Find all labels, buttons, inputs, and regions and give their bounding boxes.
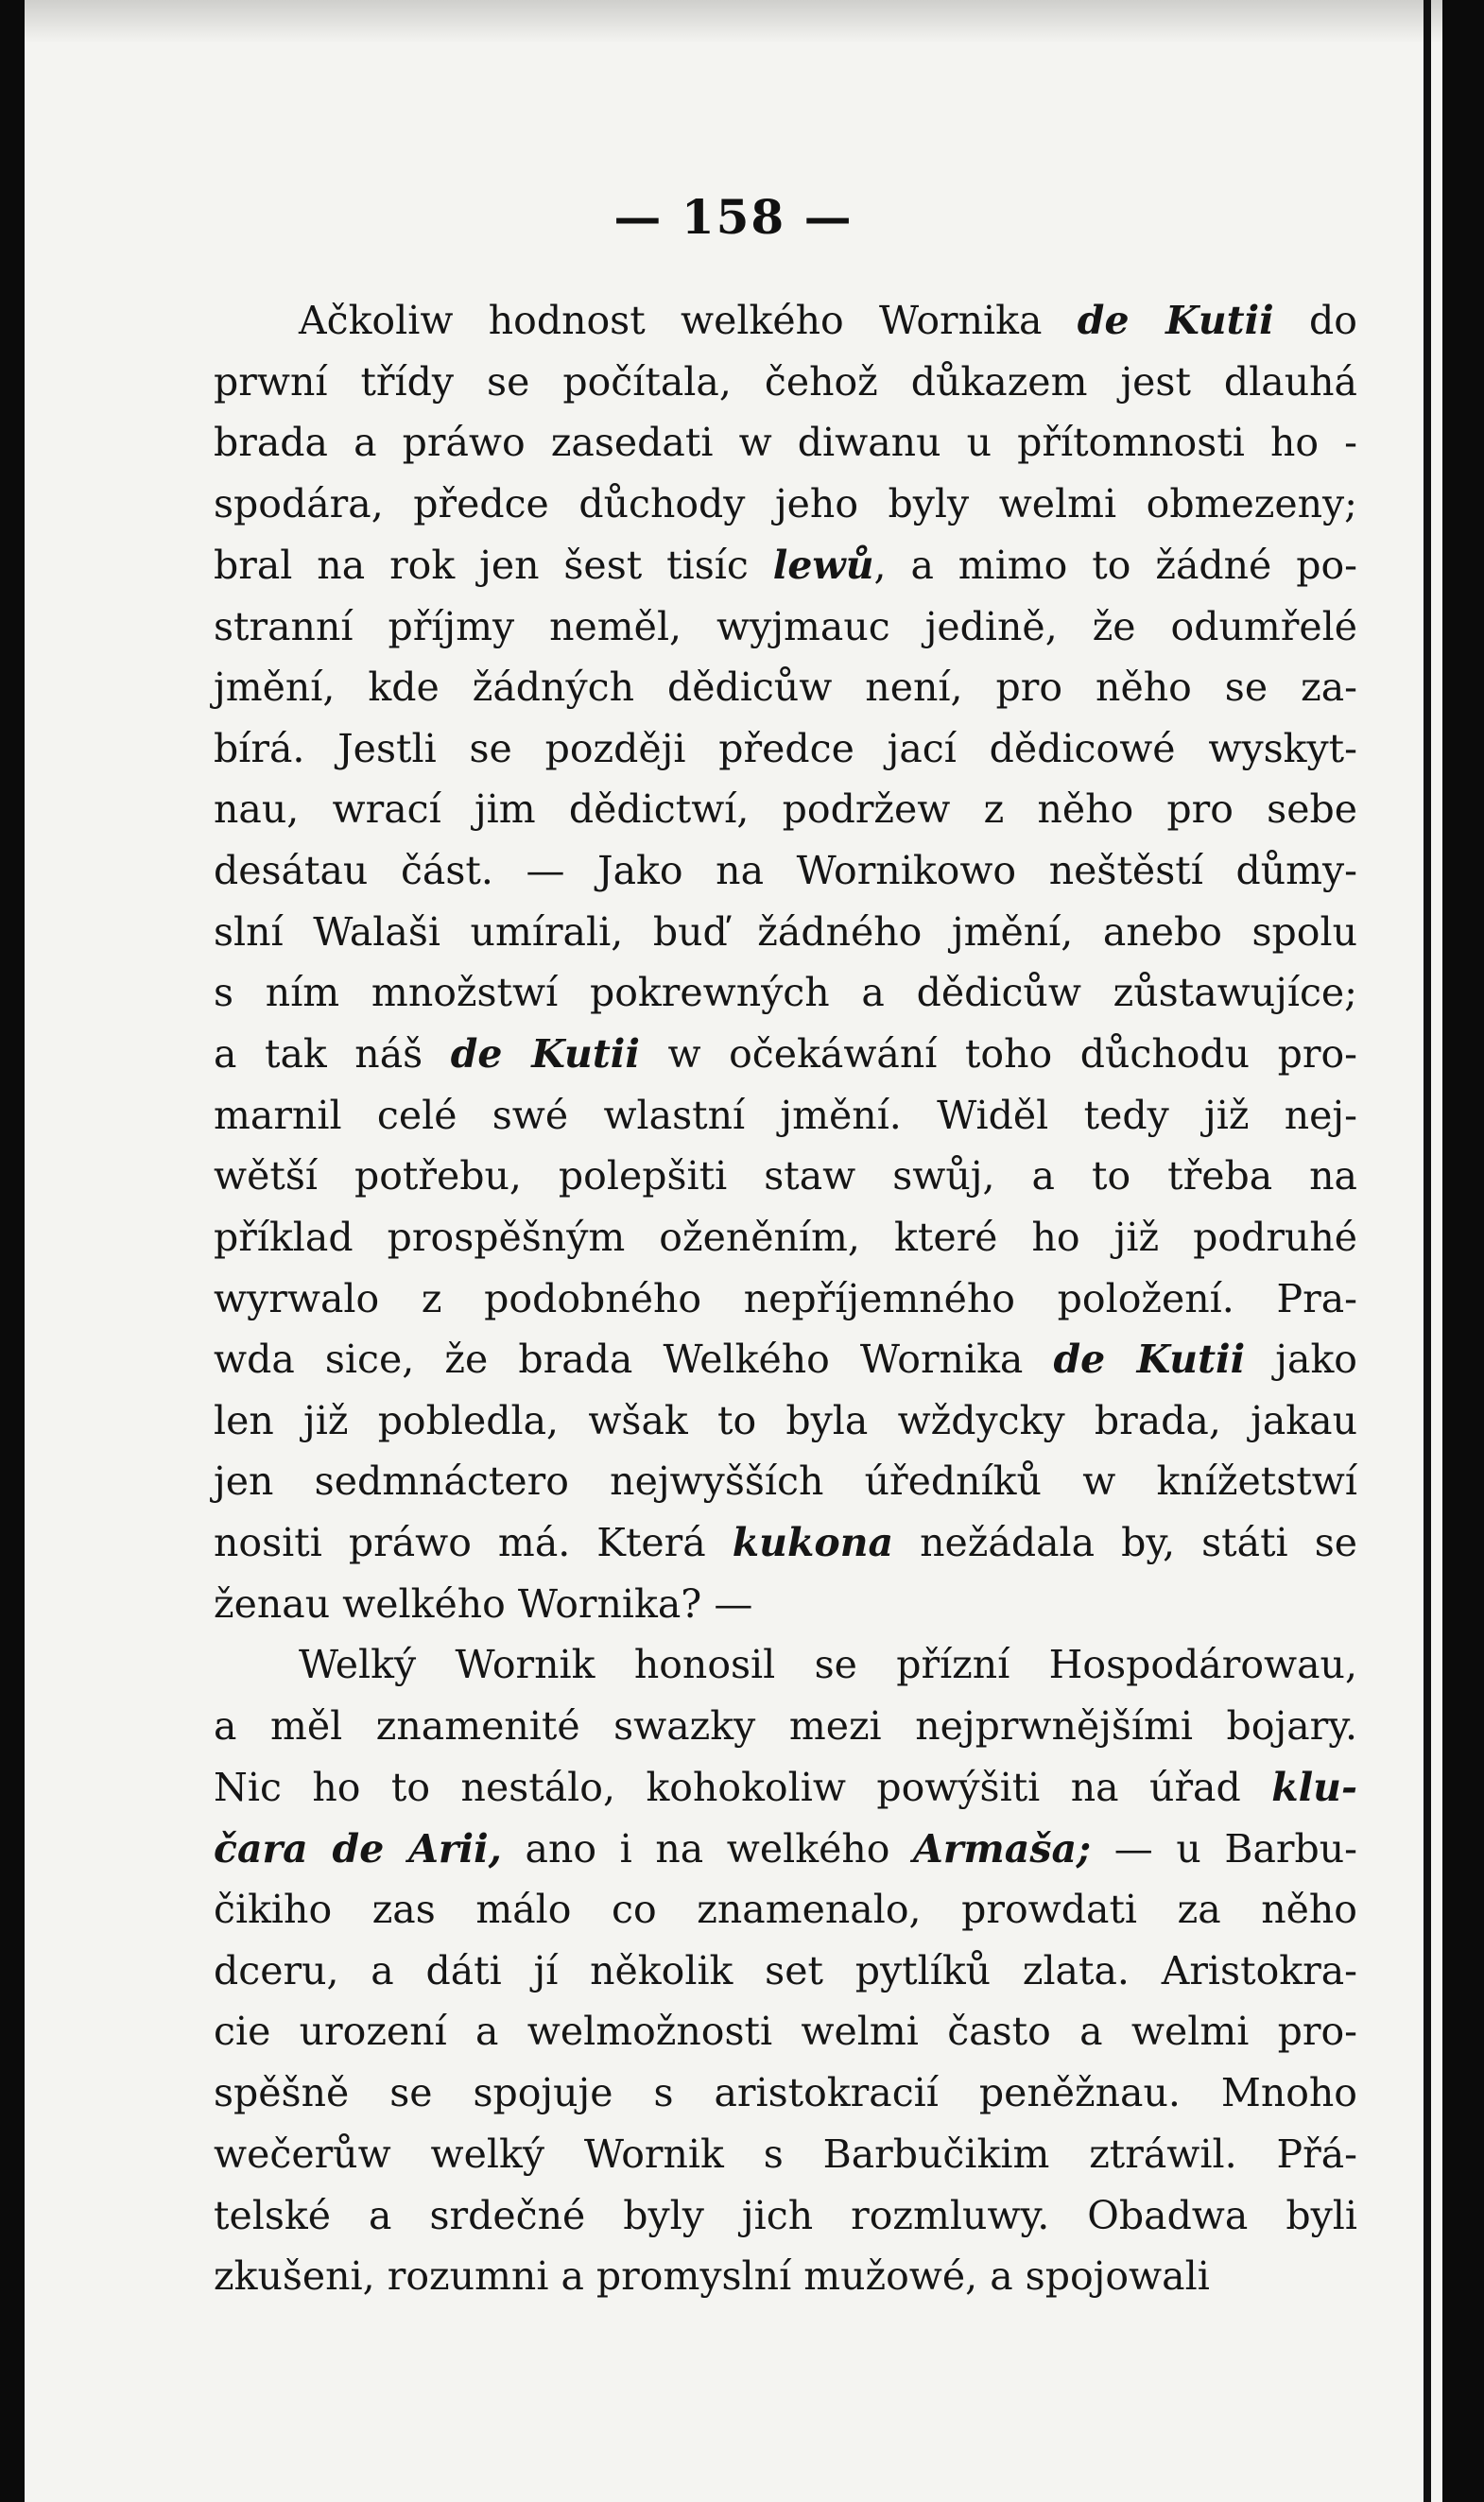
italic-phrase: lewů	[772, 543, 874, 588]
text-line: a tak náš de Kutii w očekáwání toho důchodu pro-	[214, 1031, 1358, 1077]
text-line: Ačkoliw hodnost welkého Wornika de Kutii do	[299, 298, 1357, 343]
italic-phrase: de Kutii	[1077, 298, 1274, 343]
italic-phrase: Armaša;	[913, 1826, 1092, 1872]
text-line: cie urození a welmožnosti welmi často a welmi pro-	[214, 2009, 1357, 2054]
text-line: bírá. Jestli se později předce jací dědicowé wyskyt-	[214, 726, 1357, 771]
text-line: marnil celé swé wlastní jmění. Widěl tedy již nej-	[214, 1093, 1357, 1138]
text-line: wda sice, že brada Welkého Wornika de Kutii jako	[214, 1337, 1357, 1382]
page-edge	[1424, 0, 1431, 2502]
text-line: dceru, a dáti jí několik set pytlíků zlata. Aristokra-	[214, 1948, 1357, 1993]
italic-phrase: klu-	[1271, 1765, 1357, 1810]
text-line: brada a práwo zasedati w diwanu u přítomnosti ho -	[214, 420, 1357, 465]
text-line: wyrwalo z podobného nepříjemného položení. Pra-	[214, 1276, 1357, 1321]
text-line: stranní příjmy neměl, wyjmauc jedině, že odumřelé	[214, 604, 1357, 649]
text-line: jen sedmnáctero nejwyšších úředníků w knížetstwí	[214, 1458, 1357, 1504]
text-line: Nic ho to nestálo, kohokoliw powýšiti na úřad klu-	[214, 1765, 1357, 1810]
text-line: desátau část. — Jako na Wornikowo neštěstí důmy-	[214, 848, 1357, 893]
text-line: příklad prospěšným oženěním, které ho již podruhé	[214, 1215, 1357, 1260]
text-line: ženau welkého Wornika? —	[214, 1581, 753, 1627]
text-line: telské a srdečné byly jich rozmluwy. Obadwa byli	[214, 2193, 1357, 2238]
text-line: prwní třídy se počítala, čehož důkazem jest dlauhá	[214, 359, 1357, 405]
text-line: a měl znamenité swazky mezi nejprwnějšími bojary.	[214, 1703, 1357, 1749]
text-line: bral na rok jen šest tisíc lewů, a mimo to žádné po-	[214, 543, 1357, 588]
text-line: čikiho zas málo co znamenalo, prowdati za něho	[214, 1887, 1357, 1932]
text-line: wečerůw welký Wornik s Barbučikim ztráwil. Přá-	[214, 2131, 1357, 2177]
text-line: slní Walaši umírali, buď žádného jmění, anebo spolu	[214, 909, 1357, 955]
page-top-shadow	[25, 0, 1442, 43]
text-line: jmění, kde žádných dědicůw není, pro něho se za-	[214, 664, 1357, 710]
text-line: spodára, předce důchody jeho byly welmi obmezeny;	[214, 481, 1357, 526]
page-number: — 158 —	[613, 189, 854, 245]
text-line: Welký Wornik honosil se přízní Hospodárowau,	[299, 1642, 1357, 1687]
text-line: čara de Arii, ano i na welkého Armaša; — u Barbu-	[214, 1826, 1357, 1872]
text-line: wětší potřebu, polepšiti staw swůj, a to třeba na	[214, 1153, 1357, 1199]
text-line: zkušeni, rozumni a promyslní mužowé, a spojowali	[214, 2253, 1210, 2299]
text-line: nositi práwo má. Která kukona nežádala by, státi se	[214, 1520, 1357, 1565]
italic-phrase: de Kutii	[1053, 1337, 1246, 1382]
italic-phrase: čara de Arii,	[214, 1826, 502, 1872]
italic-phrase: de Kutii	[450, 1031, 640, 1077]
text-line: spěšně se spojuje s aristokracií peněžnau. Mnoho	[214, 2070, 1357, 2115]
text-line: nau, wrací jim dědictwí, podržew z něho pro sebe	[214, 786, 1357, 832]
italic-phrase: kukona	[732, 1520, 894, 1565]
text-line: len již pobledla, wšak to byla wždycky brada, jakau	[214, 1398, 1357, 1443]
book-page	[25, 0, 1442, 2502]
text-line: s ním množstwí pokrewných a dědicůw zůstawujíce;	[214, 970, 1357, 1015]
